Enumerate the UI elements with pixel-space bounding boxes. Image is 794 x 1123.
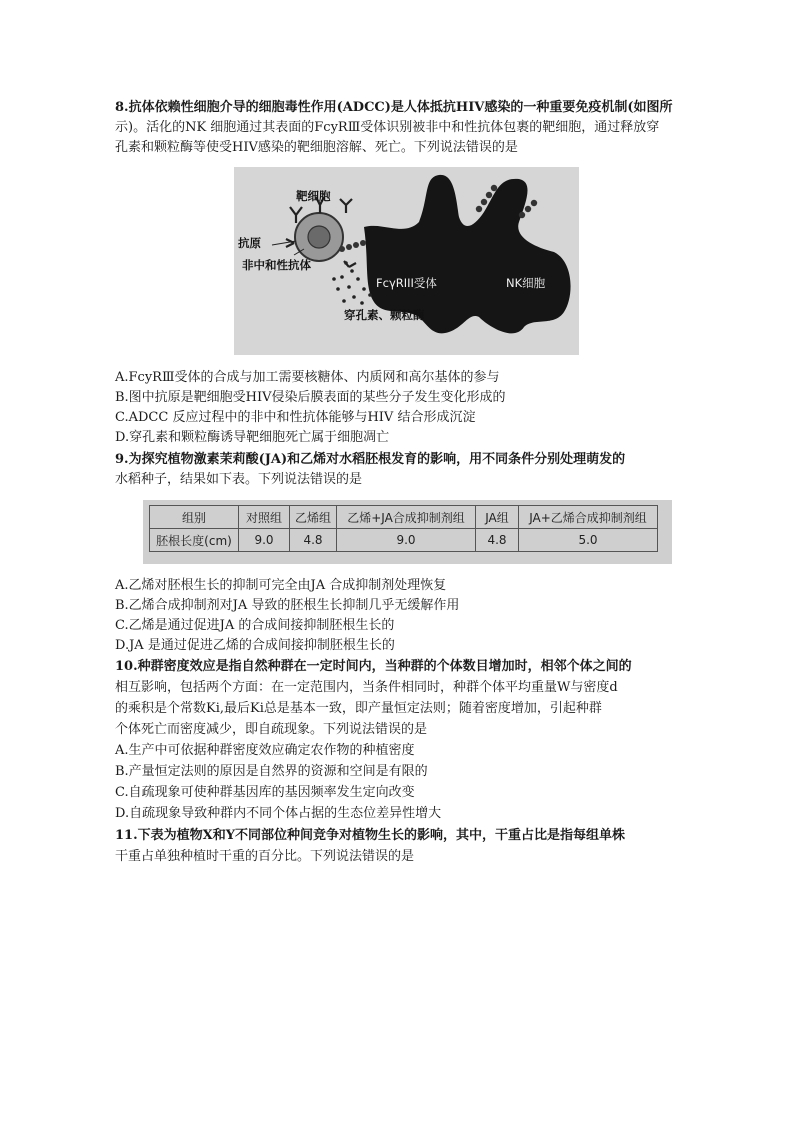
adcc-figure: [234, 167, 579, 355]
q11-stem-line-2: 干重占单独种植时干重的百分比。下列说法错误的是: [115, 849, 415, 864]
label-receptor: FcγRIII受体: [376, 276, 437, 290]
table-cell: 4.8: [476, 529, 519, 552]
q9-option-c: C.乙烯是通过促进JA 的合成间接抑制胚根生长的: [115, 618, 395, 633]
q10-option-a: A.生产中可依据种群密度效应确定农作物的种植密度: [115, 743, 415, 758]
label-target-cell: 靶细胞: [296, 189, 331, 203]
q9-option-a: A.乙烯对胚根生长的抑制可完全由JA 合成抑制剂处理恢复: [115, 578, 447, 593]
q10-option-b: B.产量恒定法则的原因是自然界的资源和空间是有限的: [115, 764, 428, 779]
q10-option-d: D.自疏现象导致种群内不同个体占据的生态位差异性增大: [115, 806, 442, 821]
q10-stem-line-4: 个体死亡而密度减少，即自疏现象。下列说法错误的是: [115, 722, 428, 737]
q8-option-d: D.穿孔素和颗粒酶诱导靶细胞死亡属于细胞凋亡: [115, 430, 390, 445]
label-antibody: 非中和性抗体: [242, 258, 311, 272]
q9-option-d: D.JA 是通过促进乙烯的合成间接抑制胚根生长的: [115, 638, 395, 653]
table-cell: 9.0: [337, 529, 476, 552]
q8-stem-line-3: 孔素和颗粒酶等使受HIV感染的靶细胞溶解、死亡。下列说法错误的是: [115, 140, 518, 155]
q8-option-c: C.ADCC 反应过程中的非中和性抗体能够与HIV 结合形成沉淀: [115, 410, 476, 425]
q10-option-c: C.自疏现象可使种群基因库的基因频率发生定向改变: [115, 785, 415, 800]
q8-stem-line-1: 8.抗体依赖性细胞介导的细胞毒性作用(ADCC)是人体抵抗HIV感染的一种重要免疫机制(如图所: [115, 100, 673, 115]
table-cell: 5.0: [519, 529, 658, 552]
table-header-cell: 乙烯+JA合成抑制剂组: [337, 506, 476, 529]
table-cell: 9.0: [239, 529, 290, 552]
q8-option-a: A.FcyRⅢ受体的合成与加工需要核糖体、内质网和高尔基体的参与: [115, 370, 500, 385]
q9-stem-line-2: 水稻种子，结果如下表。下列说法错误的是: [115, 472, 363, 487]
q10-stem-line-1: 10.种群密度效应是指自然种群在一定时间内，当种群的个体数目增加时，相邻个体之间的: [115, 659, 632, 674]
table-header-cell: 乙烯组: [290, 506, 337, 529]
table-header-cell: 组别: [150, 506, 239, 529]
q11-stem-line-1: 11.下表为植物X和Y不同部位种间竞争对植物生长的影响，其中，干重占比是指每组单株: [115, 828, 625, 843]
table-header-cell: 对照组: [239, 506, 290, 529]
q9-option-b: B.乙烯合成抑制剂对JA 导致的胚根生长抑制几乎无缓解作用: [115, 598, 460, 613]
target-cell-nucleus: [308, 226, 330, 248]
label-antigen: 抗原: [238, 236, 261, 250]
q9-stem-line-1: 9.为探究植物激素茉莉酸(JA)和乙烯对水稻胚根发育的影响，用不同条件分别处理萌发的: [115, 452, 626, 467]
table-header-cell: JA+乙烯合成抑制剂组: [519, 506, 658, 529]
table-row: [150, 529, 658, 552]
table-row-label: 胚根长度(cm): [150, 529, 239, 552]
q8-option-b: B.图中抗原是靶细胞受HIV侵染后膜表面的某些分子发生变化形成的: [115, 390, 506, 405]
table-cell: 4.8: [290, 529, 337, 552]
q8-stem-line-2: 示)。活化的NK 细胞通过其表面的FcyRⅢ受体识别被非中和性抗体包裹的靶细胞，通过释放穿: [115, 120, 660, 135]
table-header-cell: JA组: [476, 506, 519, 529]
q9-table: [149, 505, 658, 552]
q10-stem-line-3: 的乘积是个常数Ki,最后Ki总是基本一致，即产量恒定法则；随着密度增加，引起种群: [115, 701, 602, 716]
q9-table-image: [143, 500, 672, 564]
label-perforin: 穿孔素、颗粒酶: [344, 308, 425, 322]
q10-stem-line-2: 相互影响，包括两个方面：在一定范围内，当条件相同时，种群个体平均重量W与密度d: [115, 680, 618, 695]
label-nk-cell: NK细胞: [506, 276, 546, 290]
table-header-row: [150, 506, 658, 529]
